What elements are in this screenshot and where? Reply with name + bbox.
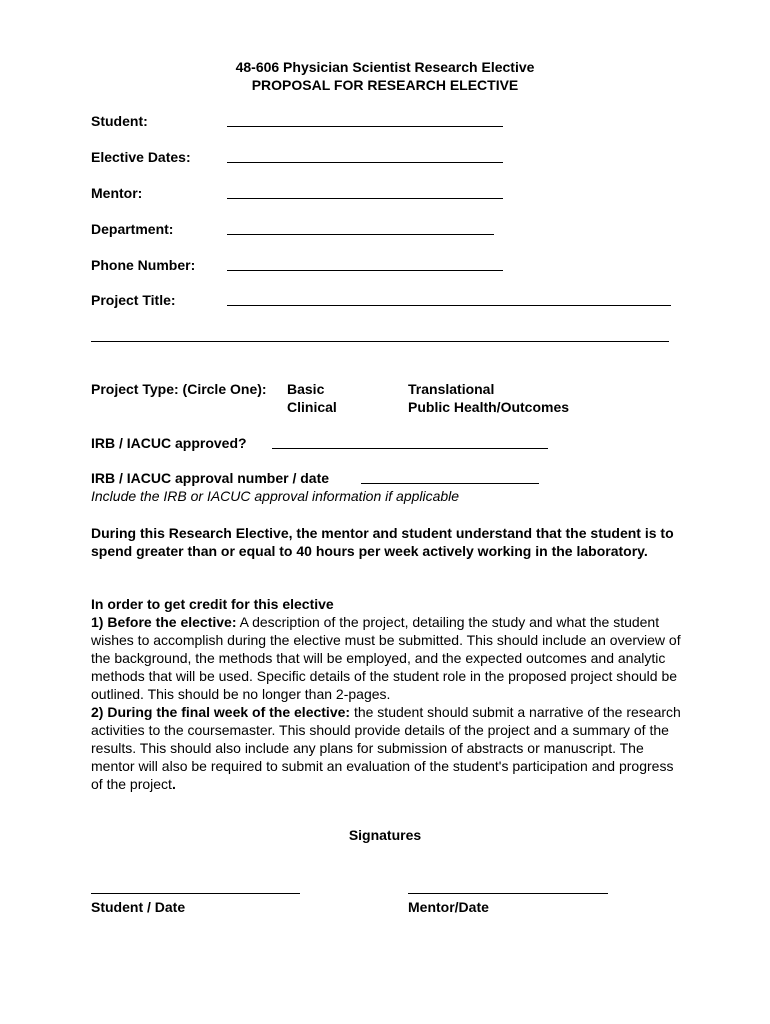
- credit-heading: In order to get credit for this elective: [91, 596, 334, 612]
- item2-label: 2) During the final week of the elective:: [91, 704, 351, 720]
- student-label: Student:: [91, 113, 148, 129]
- department-label: Department:: [91, 221, 174, 237]
- item2-end: .: [171, 776, 176, 792]
- mentor-date-label: Mentor/Date: [408, 899, 489, 915]
- elective-dates-field[interactable]: [227, 162, 503, 163]
- irb-number-label: IRB / IACUC approval number / date: [91, 470, 330, 486]
- page-title: 48-606 Physician Scientist Research Elective: [235, 59, 535, 75]
- project-type-option-clinical[interactable]: Clinical: [287, 399, 337, 415]
- agreement-text: During this Research Elective, the mentor and student understand that the student is to spend greater than or equal to 40 hours per week actively working in the laboratory.: [91, 525, 674, 559]
- project-type-label: Project Type: (Circle One):: [91, 381, 267, 397]
- mentor-field[interactable]: [227, 198, 503, 199]
- item2-text: the student should submit a narrative of the research activities to the coursemaster. This should provide details of the project and a summary of the results. This should also include any plans for submission of abstracts or manuscript. The mentor will also be required to submit an evaluation of the student's participation and progress of the project: [91, 704, 681, 792]
- item1-text: A description of the project, detailing the study and what the student wishes to accomplish during the elective must be submitted. This should include an overview of the background, the methods that will be employed, and the expected outcomes and analytic methods that will be used. Specific details of the student role in the proposed project should be outlined. This should be no longer than 2-pages.: [91, 614, 681, 702]
- student-signature-line[interactable]: [91, 893, 300, 894]
- item1-label: 1) Before the elective:: [91, 614, 237, 630]
- page-subtitle: PROPOSAL FOR RESEARCH ELECTIVE: [251, 77, 519, 93]
- project-type-option-public-health[interactable]: Public Health/Outcomes: [408, 399, 570, 415]
- elective-dates-label: Elective Dates:: [91, 149, 191, 165]
- irb-approved-field[interactable]: [272, 448, 548, 449]
- mentor-signature-line[interactable]: [408, 893, 608, 894]
- project-title-field-line2[interactable]: [91, 341, 669, 342]
- irb-note: Include the IRB or IACUC approval information if applicable: [91, 488, 460, 504]
- phone-field[interactable]: [227, 270, 503, 271]
- project-title-field[interactable]: [227, 305, 671, 306]
- irb-number-field[interactable]: [361, 483, 539, 484]
- project-title-label: Project Title:: [91, 292, 176, 308]
- project-type-option-translational[interactable]: Translational: [408, 381, 495, 397]
- credit-section: [91, 595, 681, 793]
- irb-approved-label: IRB / IACUC approved?: [91, 435, 247, 451]
- department-field[interactable]: [227, 234, 494, 235]
- student-field[interactable]: [227, 126, 503, 127]
- project-type-option-basic[interactable]: Basic: [287, 381, 325, 397]
- phone-label: Phone Number:: [91, 257, 196, 273]
- mentor-label: Mentor:: [91, 185, 143, 201]
- student-date-label: Student / Date: [91, 899, 186, 915]
- signatures-heading: Signatures: [348, 827, 422, 843]
